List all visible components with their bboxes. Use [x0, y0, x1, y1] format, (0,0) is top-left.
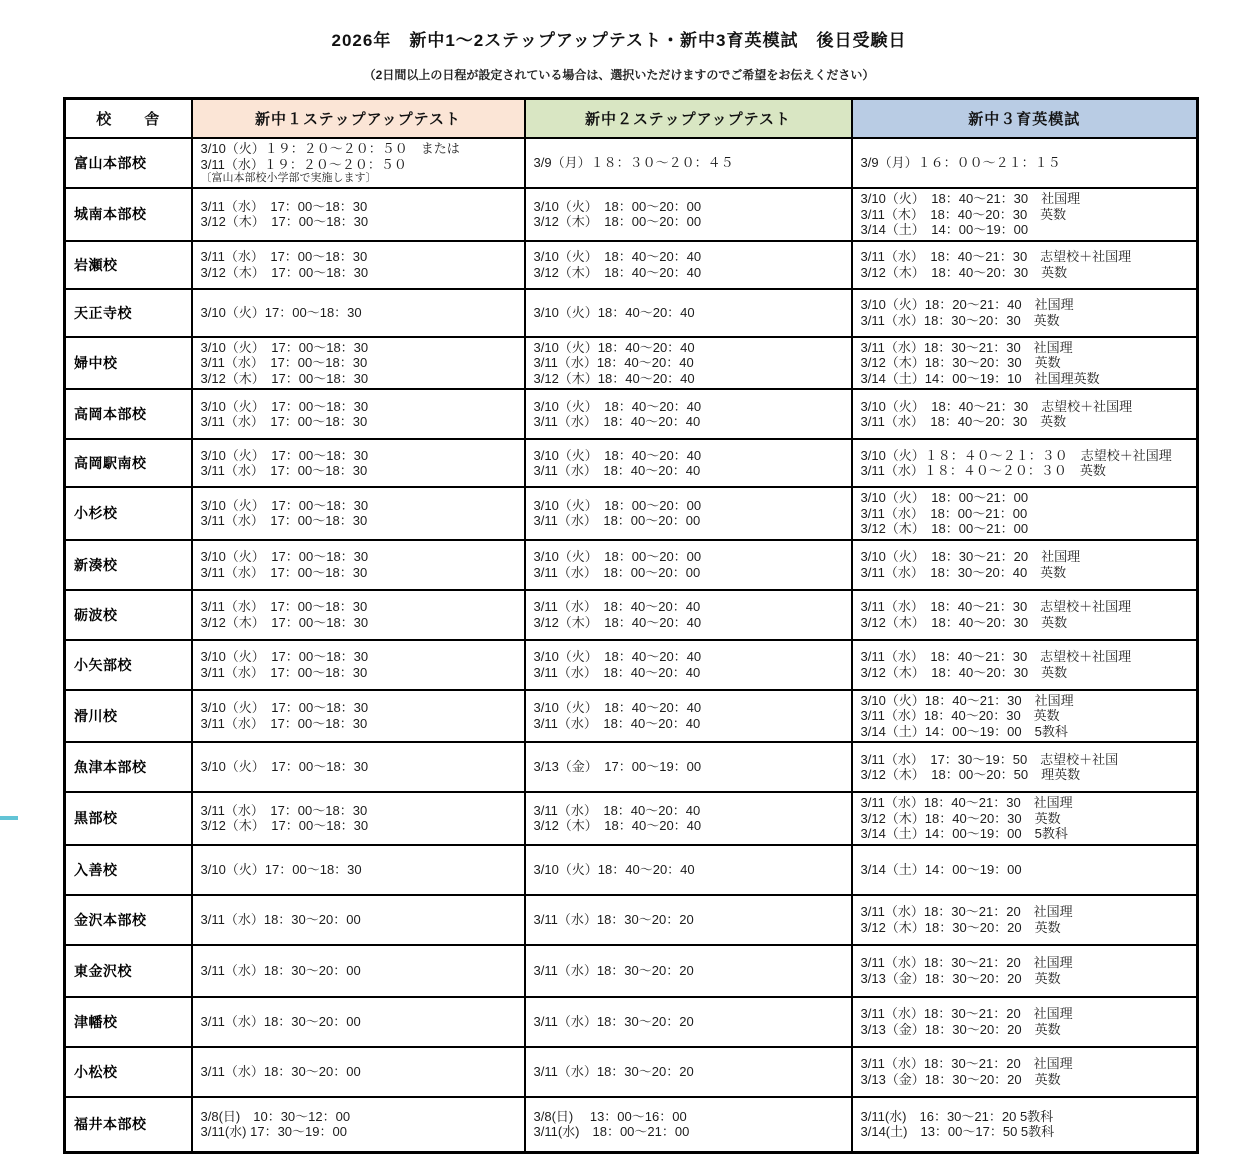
chu1-schedule-cell: [192, 241, 525, 289]
schedule-line: 3/11（水） 18：40～20：40: [533, 715, 701, 731]
schedule-table: [63, 97, 1199, 1154]
schedule-line: 3/14（土）14：00～19：10 社国理英数: [860, 370, 1100, 386]
school-name-cell: 福井本部校: [65, 1097, 192, 1153]
schedule-line: 3/12（木） 18：00～20：00: [533, 214, 702, 230]
chu2-schedule-cell: [525, 640, 852, 690]
schedule-line: 3/11（水） 18：40～20：40: [533, 414, 701, 429]
chu1-schedule-cell: [192, 138, 525, 188]
schedule-line: 3/10（火）18：40～21：30 社国理: [860, 692, 1074, 708]
table-row: [65, 337, 1198, 390]
chu2-schedule-cell: [525, 997, 852, 1047]
school-name-cell: 城南本部校: [65, 188, 192, 241]
schedule-line: 3/11（水） 18：40～21：30 志望校＋社国理: [860, 599, 1132, 614]
column-header-3: 新中３育英模試: [852, 99, 1198, 139]
chu1-schedule-cell: [192, 540, 525, 590]
schedule-line: 3/12（木） 18：40～20：40: [533, 614, 702, 630]
schedule-line: 3/11(水) 18：00～21：00: [533, 1124, 690, 1140]
chu2-schedule-cell: [525, 389, 852, 439]
schedule-line: 3/11（水） 17：30～19：50 志望校＋社国: [860, 751, 1119, 767]
schedule-line: 3/11（水） 17：00～18：30: [200, 664, 368, 680]
schedule-line: 3/10（火） 17：00～18：30: [200, 339, 369, 355]
schedule-line: 3/11（水）18：40～20：40: [533, 355, 694, 370]
schedule-line: 3/12（木）18：30～20：20 英数: [860, 919, 1061, 935]
schedule-line: 3/11（水）18：30～21：30 社国理: [860, 339, 1073, 355]
schedule-line: 3/11（水） 18：40～21：30 志望校＋社国理: [860, 249, 1132, 264]
schedule-line: 3/12（木） 17：00～18：30: [200, 370, 369, 386]
schedule-line: 3/11（水） 17：00～18：30: [200, 564, 368, 580]
schedule-line: 3/11(水) 16：30～21：20 5教科: [860, 1108, 1054, 1124]
chu1-schedule-cell: [192, 1097, 525, 1153]
schedule-line: 3/11（水）18：30～20：20: [533, 1063, 694, 1079]
school-name-cell: 黒部校: [65, 792, 192, 845]
schedule-line: 〔富山本部校小学部で実施します〕: [200, 172, 377, 184]
schedule-line: 3/11（水）18：30～20：00: [200, 911, 361, 927]
school-name-cell: 天正寺校: [65, 289, 192, 337]
schedule-line: 3/11（水）18：30～21：20 社国理: [860, 955, 1073, 970]
chu3-schedule-cell: [852, 640, 1198, 690]
chu3-schedule-cell: [852, 439, 1198, 487]
schedule-line: 3/10（火） 17：00～18：30: [200, 447, 369, 463]
school-name-cell: 婦中校: [65, 337, 192, 390]
schedule-line: 3/10（火） 18：00～20：00: [533, 549, 702, 564]
schedule-line: 3/12（木） 17：00～18：30: [200, 214, 369, 230]
schedule-line: 3/11（水） 18：30～20：40 英数: [860, 564, 1067, 580]
schedule-line: 3/11（水）18：30～20：00: [200, 962, 361, 978]
schedule-line: 3/11（水） 17：00～18：30: [200, 355, 368, 370]
table-row: [65, 742, 1198, 792]
chu3-schedule-cell: [852, 997, 1198, 1047]
chu3-schedule-cell: [852, 742, 1198, 792]
school-name-cell: 入善校: [65, 845, 192, 895]
chu3-schedule-cell: [852, 1047, 1198, 1097]
chu3-schedule-cell: [852, 540, 1198, 590]
chu2-schedule-cell: [525, 188, 852, 241]
column-header-1: 新中１ステップアップテスト: [192, 99, 525, 139]
schedule-line: 3/10（火） 17：00～18：30: [200, 497, 369, 513]
table-row: [65, 439, 1198, 487]
schedule-line: 3/10（火） 18：00～20：00: [533, 198, 702, 214]
schedule-line: 3/12（木） 17：00～18：30: [200, 264, 369, 280]
school-name-cell: 岩瀬校: [65, 241, 192, 289]
chu2-schedule-cell: [525, 540, 852, 590]
chu1-schedule-cell: [192, 640, 525, 690]
chu2-schedule-cell: [525, 1097, 852, 1153]
schedule-line: 3/11（水） 18：00～20：00: [533, 513, 701, 529]
schedule-line: 3/12（木） 18：40～20：40: [533, 818, 702, 834]
chu3-schedule-cell: [852, 487, 1198, 540]
table-row: [65, 1097, 1198, 1153]
schedule-line: 3/14（土）14：00～19：00 5教科: [860, 723, 1068, 739]
table-row: [65, 188, 1198, 241]
school-name-cell: 滑川校: [65, 690, 192, 743]
schedule-line: 3/11（水） 17：00～18：30: [200, 249, 368, 264]
schedule-line: 3/10（火） 17：00～18：30: [200, 759, 369, 775]
schedule-line: 3/12（木） 18：40～20：30 英数: [860, 614, 1068, 630]
schedule-line: 3/13（金）18：30～20：20 英数: [860, 1071, 1061, 1087]
chu2-schedule-cell: [525, 945, 852, 997]
schedule-line: 3/11（水） 18：40～20：40: [533, 664, 701, 680]
chu1-schedule-cell: [192, 997, 525, 1047]
schedule-line: 3/12（木） 17：00～18：30: [200, 614, 369, 630]
chu1-schedule-cell: [192, 439, 525, 487]
schedule-line: 3/12（木） 17：00～18：30: [200, 818, 369, 834]
schedule-line: 3/12（木）18：40～20：30 英数: [860, 810, 1061, 826]
schedule-line: 3/11（水）１８：４０～２０：３０ 英数: [860, 463, 1106, 478]
school-name-cell: 魚津本部校: [65, 742, 192, 792]
schedule-line: 3/13（金）18：30～20：20 英数: [860, 970, 1061, 986]
schedule-line: 3/11（水） 17：00～18：30: [200, 715, 368, 731]
chu3-schedule-cell: [852, 337, 1198, 390]
schedule-line: 3/12（木） 18：00～20：50 理英数: [860, 767, 1081, 782]
schedule-line: 3/11（水）18：30～20：30 英数: [860, 312, 1060, 328]
header-row: [65, 99, 1198, 139]
chu2-schedule-cell: [525, 289, 852, 337]
schedule-table-body: [65, 138, 1198, 1153]
table-row: [65, 792, 1198, 845]
table-row: [65, 138, 1198, 188]
schedule-line: 3/10（火） 18：40～21：30 志望校＋社国理: [860, 398, 1133, 414]
chu3-schedule-cell: [852, 289, 1198, 337]
schedule-line: 3/12（木） 18：40～20：40: [533, 264, 702, 280]
schedule-line: 3/11（水） 17：00～18：30: [200, 414, 368, 429]
chu2-schedule-cell: [525, 895, 852, 945]
school-name-cell: 新湊校: [65, 540, 192, 590]
schedule-line: 3/10（火） 17：00～18：30: [200, 649, 369, 664]
schedule-line: 3/11（木） 18：40～20：30 英数: [860, 206, 1067, 222]
schedule-line: 3/11（水）18：30～21：20 社国理: [860, 1006, 1073, 1021]
schedule-line: 3/10（火）１８：４０～２１：３０ 志望校＋社国理: [860, 447, 1172, 463]
chu2-schedule-cell: [525, 845, 852, 895]
school-name-cell: 砺波校: [65, 590, 192, 640]
chu1-schedule-cell: [192, 590, 525, 640]
schedule-line: 3/12（木）18：40～20：40: [533, 370, 695, 386]
chu1-schedule-cell: [192, 895, 525, 945]
schedule-line: 3/10（火） 17：00～18：30: [200, 398, 369, 414]
schedule-line: 3/14（土）14：00～19：00 5教科: [860, 826, 1068, 841]
schedule-line: 3/10（火） 18：40～20：40: [533, 649, 702, 664]
schedule-line: 3/11（水） 18：40～20：40: [533, 463, 701, 478]
schedule-line: 3/10（火） 18：40～20：40: [533, 447, 702, 463]
schedule-line: 3/9（月）１８：３０～２０：４５: [533, 155, 734, 171]
schedule-line: 3/10（火）18：40～20：40: [533, 861, 695, 877]
schedule-line: 3/14（土）14：00～19：00: [860, 861, 1022, 877]
schedule-line: 3/11（水） 18：00～20：00: [533, 564, 701, 580]
chu2-schedule-cell: [525, 337, 852, 390]
schedule-line: 3/11（水）18：30～20：00: [200, 1013, 361, 1029]
table-row: [65, 540, 1198, 590]
schedule-line: 3/10（火） 17：00～18：30: [200, 700, 369, 716]
chu2-schedule-cell: [525, 487, 852, 540]
schedule-line: 3/12（木） 18：00～21：00: [860, 521, 1029, 536]
chu1-schedule-cell: [192, 792, 525, 845]
schedule-line: 3/10（火） 18：30～21：20 社国理: [860, 549, 1081, 564]
school-name-cell: 東金沢校: [65, 945, 192, 997]
chu2-schedule-cell: [525, 1047, 852, 1097]
table-row: [65, 895, 1198, 945]
chu3-schedule-cell: [852, 241, 1198, 289]
chu2-schedule-cell: [525, 742, 852, 792]
chu1-schedule-cell: [192, 742, 525, 792]
table-row: [65, 945, 1198, 997]
school-name-cell: 高岡駅南校: [65, 439, 192, 487]
chu3-schedule-cell: [852, 389, 1198, 439]
schedule-line: 3/10（火）17：00～18：30: [200, 861, 362, 877]
schedule-line: 3/14(土) 13：00～17：50 5教科: [860, 1124, 1055, 1140]
schedule-line: 3/14（土） 14：00～19：00: [860, 222, 1029, 237]
schedule-line: 3/10（火） 18：00～21：00: [860, 490, 1029, 505]
schedule-line: 3/13（金）18：30～20：20 英数: [860, 1021, 1061, 1037]
table-row: [65, 389, 1198, 439]
left-margin-dash: [0, 816, 18, 820]
chu1-schedule-cell: [192, 690, 525, 743]
schedule-line: 3/10（火） 18：40～21：30 社国理: [860, 191, 1081, 206]
schedule-line: 3/11(水) 17：30～19：00: [200, 1124, 347, 1140]
chu1-schedule-cell: [192, 945, 525, 997]
schedule-line: 3/12（木） 18：40～20：30 英数: [860, 664, 1068, 680]
schedule-line: 3/11（水）18：30～20：00: [200, 1063, 361, 1079]
schedule-line: 3/11（水） 18：40～20：40: [533, 599, 701, 614]
column-header-2: 新中２ステップアップテスト: [525, 99, 852, 139]
chu3-schedule-cell: [852, 1097, 1198, 1153]
chu3-schedule-cell: [852, 138, 1198, 188]
schedule-line: 3/11（水） 18：40～21：30 志望校＋社国理: [860, 649, 1132, 664]
schedule-line: 3/11（水）18：30～21：20 社国理: [860, 904, 1073, 919]
schedule-line: 3/11（水） 17：00～18：30: [200, 599, 368, 614]
chu3-schedule-cell: [852, 188, 1198, 241]
chu3-schedule-cell: [852, 945, 1198, 997]
schedule-line: 3/10（火）１９：２０～２０：５０ または: [200, 141, 460, 156]
chu3-schedule-cell: [852, 845, 1198, 895]
schedule-line: 3/10（火） 18：40～20：40: [533, 249, 702, 264]
chu2-schedule-cell: [525, 138, 852, 188]
schedule-line: 3/10（火） 17：00～18：30: [200, 549, 369, 564]
table-row: [65, 1047, 1198, 1097]
schedule-line: 3/13（金） 17：00～19：00: [533, 759, 702, 775]
schedule-line: 3/11（水） 17：00～18：30: [200, 513, 368, 529]
schedule-line: 3/11（水） 18：40～20：40: [533, 802, 701, 818]
schedule-line: 3/10（火）18：40～20：40: [533, 339, 695, 355]
chu3-schedule-cell: [852, 590, 1198, 640]
schedule-line: 3/8(日) 13：00～16：00: [533, 1108, 687, 1124]
schedule-line: 3/10（火）18：40～20：40: [533, 304, 695, 320]
table-row: [65, 289, 1198, 337]
chu3-schedule-cell: [852, 895, 1198, 945]
page-subtitle: （2日間以上の日程が設定されている場合は、選択いただけますのでご希望をお伝えください）: [363, 68, 875, 82]
schedule-line: 3/8(日) 10：30～12：00: [200, 1108, 351, 1124]
schedule-line: 3/11（水）18：30～20：20: [533, 962, 694, 978]
schedule-line: 3/11（水）18：30～20：20: [533, 911, 694, 927]
schedule-line: 3/10（火） 18：00～20：00: [533, 497, 702, 513]
table-row: [65, 590, 1198, 640]
schedule-line: 3/11（水） 18：40～20：30 英数: [860, 414, 1067, 429]
page-title: 2026年 新中1～2ステップアップテスト・新中3育英模試 後日受験日: [331, 31, 907, 50]
chu2-schedule-cell: [525, 792, 852, 845]
schedule-line: 3/11（水）18：30～21：20 社国理: [860, 1056, 1073, 1071]
schedule-line: 3/9（月）１６：００～２１：１５: [860, 155, 1061, 171]
table-row: [65, 845, 1198, 895]
school-name-cell: 小杉校: [65, 487, 192, 540]
school-name-cell: 津幡校: [65, 997, 192, 1047]
school-name-cell: 小矢部校: [65, 640, 192, 690]
schedule-line: 3/10（火） 18：40～20：40: [533, 398, 702, 414]
schedule-line: 3/11（水）18：40～21：30 社国理: [860, 795, 1073, 810]
chu3-schedule-cell: [852, 792, 1198, 845]
chu1-schedule-cell: [192, 337, 525, 390]
schedule-line: 3/11（水） 17：00～18：30: [200, 198, 368, 214]
schedule-line: 3/10（火） 18：40～20：40: [533, 700, 702, 716]
column-header-0: 校 舎: [65, 99, 192, 139]
table-row: [65, 640, 1198, 690]
schedule-line: 3/11（水） 17：00～18：30: [200, 802, 368, 818]
chu2-schedule-cell: [525, 590, 852, 640]
schedule-line: 3/11（水）18：30～20：20: [533, 1013, 694, 1029]
school-name-cell: 金沢本部校: [65, 895, 192, 945]
chu2-schedule-cell: [525, 690, 852, 743]
chu3-schedule-cell: [852, 690, 1198, 743]
school-name-cell: 富山本部校: [65, 138, 192, 188]
chu2-schedule-cell: [525, 241, 852, 289]
schedule-line: 3/11（水） 18：00～21：00: [860, 505, 1028, 521]
table-row: [65, 241, 1198, 289]
chu1-schedule-cell: [192, 487, 525, 540]
table-row: [65, 690, 1198, 743]
schedule-line: 3/12（木）18：30～20：30 英数: [860, 355, 1061, 370]
schedule-line: 3/11（水）18：40～20：30 英数: [860, 708, 1060, 723]
schedule-line: 3/12（木） 18：40～20：30 英数: [860, 264, 1068, 280]
schedule-line: 3/10（火）17：00～18：30: [200, 304, 362, 320]
chu2-schedule-cell: [525, 439, 852, 487]
table-row: [65, 487, 1198, 540]
school-name-cell: 小松校: [65, 1047, 192, 1097]
chu1-schedule-cell: [192, 389, 525, 439]
table-row: [65, 997, 1198, 1047]
chu1-schedule-cell: [192, 1047, 525, 1097]
schedule-line: 3/11（水）１９：２０～２０：５０: [200, 156, 407, 172]
chu1-schedule-cell: [192, 845, 525, 895]
schedule-line: 3/10（火）18：20～21：40 社国理: [860, 297, 1074, 312]
schedule-line: 3/11（水） 17：00～18：30: [200, 463, 368, 478]
chu1-schedule-cell: [192, 289, 525, 337]
school-name-cell: 高岡本部校: [65, 389, 192, 439]
chu1-schedule-cell: [192, 188, 525, 241]
